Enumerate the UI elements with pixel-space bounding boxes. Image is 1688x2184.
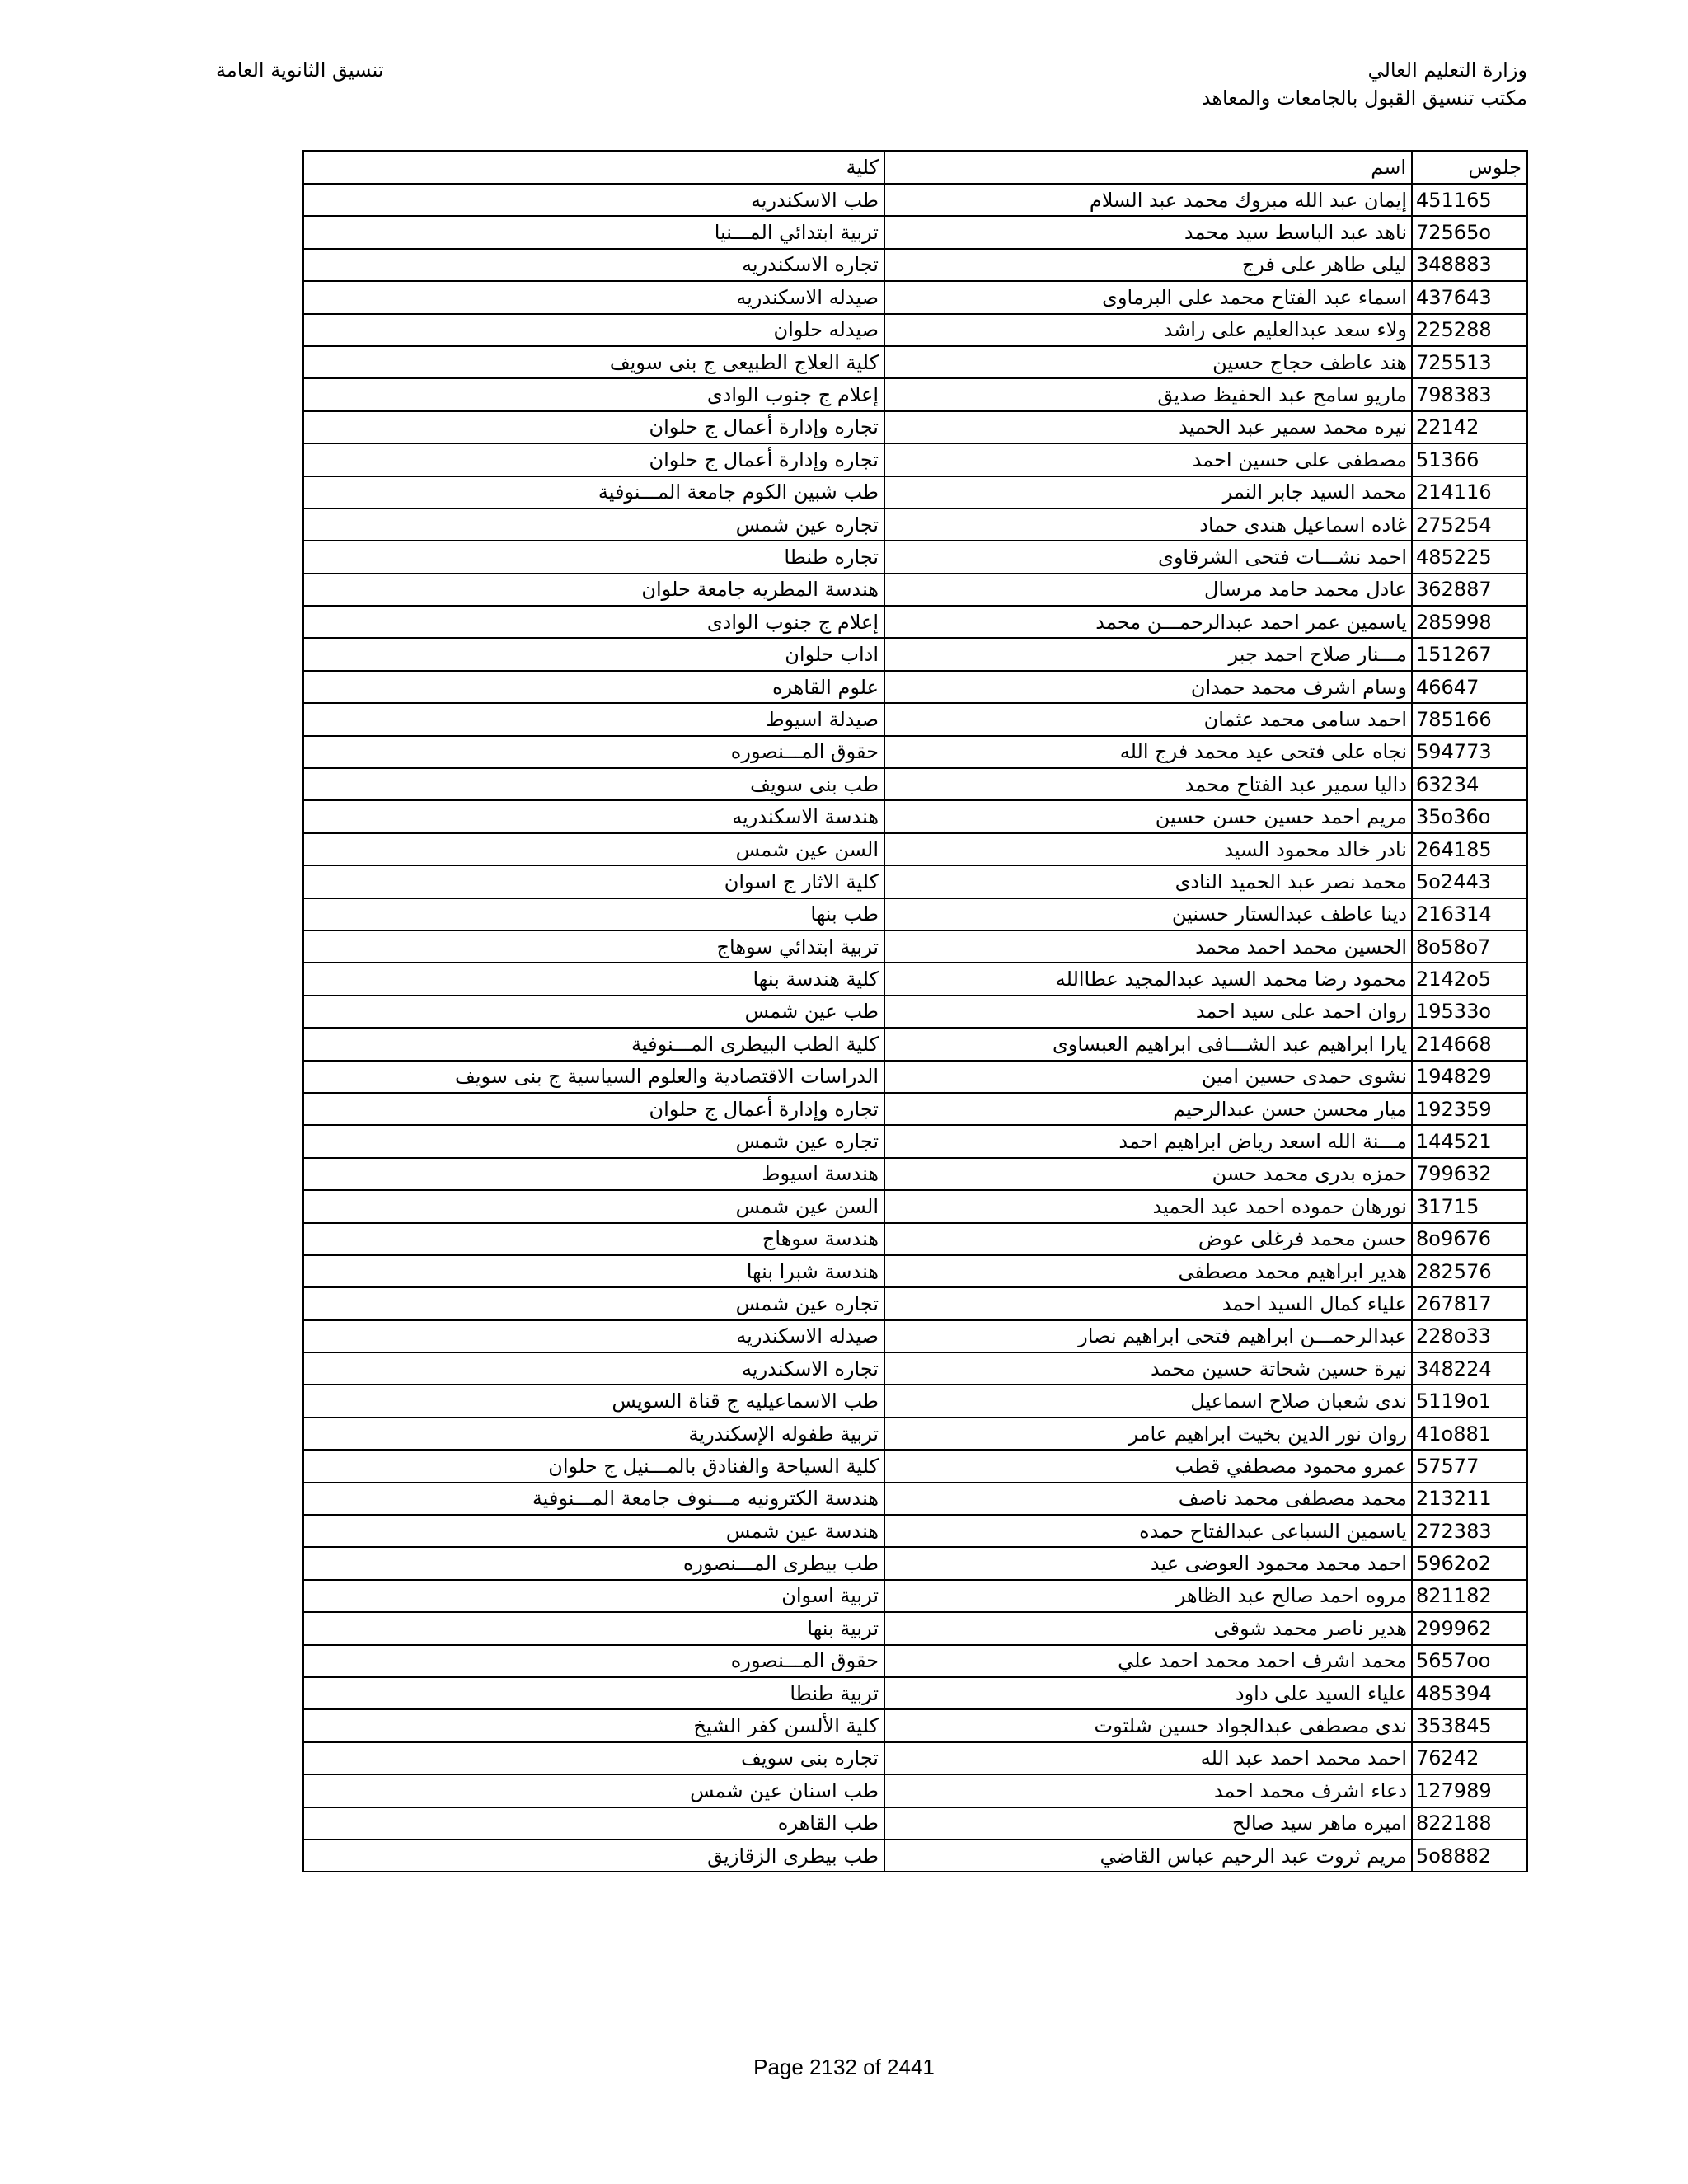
table-row [303, 314, 1527, 346]
college-cell: إعلام ج جنوب الوادى [303, 606, 884, 638]
college-cell: صيدله الاسكندريه [303, 1320, 884, 1352]
name-cell: دينا عاطف عبدالستار حسنين [884, 898, 1412, 930]
seat-cell: 225288 [1412, 314, 1527, 346]
table-row [303, 768, 1527, 800]
name-cell: حمزه بدرى محمد حسن [884, 1158, 1412, 1190]
seat-cell: 353845 [1412, 1709, 1527, 1741]
table-row [303, 1645, 1527, 1677]
table-row [303, 1061, 1527, 1093]
table-row [303, 1483, 1527, 1515]
seat-cell: 2142o5 [1412, 963, 1527, 995]
college-cell: تجاره الاسكندريه [303, 1352, 884, 1385]
college-cell: طب شبين الكوم جامعة المـــنوفية [303, 476, 884, 509]
seat-cell: 485225 [1412, 541, 1527, 573]
table-row [303, 1093, 1527, 1125]
seat-cell: 799632 [1412, 1158, 1527, 1190]
seat-cell: 213211 [1412, 1483, 1527, 1515]
table-row [303, 1742, 1527, 1774]
ministry-name: وزارة التعليم العالي [1367, 59, 1527, 82]
name-cell: إيمان عبد الله مبروك محمد عبد السلام [884, 184, 1412, 216]
name-cell: هدير ناصر محمد شوقى [884, 1612, 1412, 1644]
name-cell: عادل محمد حامد مرسال [884, 574, 1412, 606]
name-cell: علياء السيد على داود [884, 1677, 1412, 1709]
college-cell: هندسة الاسكندريه [303, 800, 884, 832]
column-header-seat: جلوس [1412, 151, 1527, 184]
name-cell: ماريو سامح عبد الحفيظ صديق [884, 378, 1412, 410]
column-header-name: اسم [884, 151, 1412, 184]
office-name: مكتب تنسيق القبول بالجامعات والمعاهد [1201, 87, 1527, 110]
seat-cell: 151267 [1412, 638, 1527, 670]
table-row [303, 1287, 1527, 1319]
name-cell: احمد محمد محمود العوضى عيد [884, 1547, 1412, 1579]
seat-cell: 41o881 [1412, 1418, 1527, 1450]
college-cell: كلية السياحة والفنادق بالمـــنيل ج حلوان [303, 1450, 884, 1482]
seat-cell: 35o36o [1412, 800, 1527, 832]
seat-cell: 348224 [1412, 1352, 1527, 1385]
college-cell: طب اسنان عين شمس [303, 1774, 884, 1807]
table-row [303, 736, 1527, 768]
seat-cell: 63234 [1412, 768, 1527, 800]
seat-cell: 285998 [1412, 606, 1527, 638]
name-cell: اسماء عبد الفتاح محمد على البرماوى [884, 281, 1412, 313]
college-cell: تربية طفوله الإسكندرية [303, 1418, 884, 1450]
college-cell: كلية الطب البيطرى المـــنوفية [303, 1028, 884, 1060]
college-cell: تجاره عين شمس [303, 1287, 884, 1319]
seat-cell: 19533o [1412, 996, 1527, 1028]
name-cell: احمد محمد احمد عبد الله [884, 1742, 1412, 1774]
seat-cell: 46647 [1412, 671, 1527, 703]
name-cell: ياسمين عمر احمد عبدالرحمـــن محمد [884, 606, 1412, 638]
name-cell: محمود رضا محمد السيد عبدالمجيد عطاالله [884, 963, 1412, 995]
name-cell: مـــنار صلاح احمد جبر [884, 638, 1412, 670]
college-cell: تجاره طنطا [303, 541, 884, 573]
table-row [303, 1547, 1527, 1579]
college-cell: تجاره وإدارة أعمال ج حلوان [303, 1093, 884, 1125]
table-row [303, 1223, 1527, 1255]
name-cell: محمد مصطفى محمد ناصف [884, 1483, 1412, 1515]
seat-cell: 214116 [1412, 476, 1527, 509]
college-cell: الدراسات الاقتصادية والعلوم السياسية ج بنى سويف [303, 1061, 884, 1093]
college-cell: تربية بنها [303, 1612, 884, 1644]
table-row [303, 1385, 1527, 1417]
college-cell: طب بنى سويف [303, 768, 884, 800]
college-cell: صيدله حلوان [303, 314, 884, 346]
table-row [303, 249, 1527, 281]
table-row [303, 1840, 1527, 1872]
table-row [303, 1709, 1527, 1741]
college-cell: اداب حلوان [303, 638, 884, 670]
college-cell: طب بيطرى المـــنصوره [303, 1547, 884, 1579]
name-cell: ناهد عبد الباسط سيد محمد [884, 216, 1412, 248]
seat-cell: 72565o [1412, 216, 1527, 248]
name-cell: دعاء اشرف محمد احمد [884, 1774, 1412, 1807]
table-row [303, 606, 1527, 638]
seat-cell: 57577 [1412, 1450, 1527, 1482]
name-cell: مريم ثروت عبد الرحيم عباس القاضي [884, 1840, 1412, 1872]
seat-cell: 5o8882 [1412, 1840, 1527, 1872]
seat-cell: 5657oo [1412, 1645, 1527, 1677]
name-cell: روان نور الدين بخيت ابراهيم عامر [884, 1418, 1412, 1450]
seat-cell: 437643 [1412, 281, 1527, 313]
name-cell: نشوى حمدى حسين امين [884, 1061, 1412, 1093]
name-cell: مـــنة الله اسعد رياض ابراهيم احمد [884, 1125, 1412, 1157]
college-cell: طب القاهره [303, 1807, 884, 1840]
table-row [303, 833, 1527, 865]
seat-cell: 228o33 [1412, 1320, 1527, 1352]
name-cell: مروه احمد صالح عبد الظاهر [884, 1580, 1412, 1612]
college-cell: هندسة الكترونيه مـــنوف جامعة المـــنوفية [303, 1483, 884, 1515]
name-cell: ندى مصطفى عبدالجواد حسين شلتوت [884, 1709, 1412, 1741]
seat-cell: 127989 [1412, 1774, 1527, 1807]
seat-cell: 144521 [1412, 1125, 1527, 1157]
college-cell: هندسة سوهاج [303, 1223, 884, 1255]
college-cell: طب الاسماعيليه ج قناة السويس [303, 1385, 884, 1417]
seat-cell: 821182 [1412, 1580, 1527, 1612]
table-row [303, 1352, 1527, 1385]
name-cell: وسام اشرف محمد حمدان [884, 671, 1412, 703]
college-cell: صيدلة اسيوط [303, 703, 884, 735]
seat-cell: 51366 [1412, 443, 1527, 476]
name-cell: ليلى طاهر على فرج [884, 249, 1412, 281]
seat-cell: 725513 [1412, 346, 1527, 378]
name-cell: داليا سمير عبد الفتاح محمد [884, 768, 1412, 800]
college-cell: تربية اسوان [303, 1580, 884, 1612]
college-cell: إعلام ج جنوب الوادى [303, 378, 884, 410]
table-row [303, 1418, 1527, 1450]
name-cell: محمد نصر عبد الحميد النادى [884, 865, 1412, 898]
page-number: Page 2132 of 2441 [753, 2055, 935, 2079]
seat-cell: 214668 [1412, 1028, 1527, 1060]
name-cell: هند عاطف حجاج حسين [884, 346, 1412, 378]
seat-cell: 8o58o7 [1412, 930, 1527, 963]
college-cell: كلية الألسن كفر الشيخ [303, 1709, 884, 1741]
column-header-college: كلية [303, 151, 884, 184]
table-row [303, 1450, 1527, 1482]
name-cell: ميار محسن حسن عبدالرحيم [884, 1093, 1412, 1125]
seat-cell: 485394 [1412, 1677, 1527, 1709]
college-cell: هندسة المطريه جامعة حلوان [303, 574, 884, 606]
name-cell: علياء كمال السيد احمد [884, 1287, 1412, 1319]
name-cell: عمرو محمود مصطفي قطب [884, 1450, 1412, 1482]
seat-cell: 362887 [1412, 574, 1527, 606]
seat-cell: 216314 [1412, 898, 1527, 930]
name-cell: نيره محمد سمير عبد الحميد [884, 411, 1412, 443]
name-cell: يارا ابراهيم عبد الشـــافى ابراهيم العبساوى [884, 1028, 1412, 1060]
seat-cell: 275254 [1412, 509, 1527, 541]
college-cell: تجاره وإدارة أعمال ج حلوان [303, 443, 884, 476]
college-cell: تربية طنطا [303, 1677, 884, 1709]
college-cell: كلية العلاج الطبيعى ج بنى سويف [303, 346, 884, 378]
seat-cell: 264185 [1412, 833, 1527, 865]
college-cell: طب بيطرى الزقازيق [303, 1840, 884, 1872]
seat-cell: 267817 [1412, 1287, 1527, 1319]
table-row [303, 898, 1527, 930]
table-row [303, 1774, 1527, 1807]
table-row [303, 1028, 1527, 1060]
table-row [303, 184, 1527, 216]
table-row [303, 1125, 1527, 1157]
college-cell: السن عين شمس [303, 1190, 884, 1222]
name-cell: ندى شعبان صلاح اسماعيل [884, 1385, 1412, 1417]
table-row [303, 1255, 1527, 1287]
name-cell: ياسمين السباعى عبدالفتاح حمده [884, 1515, 1412, 1547]
table-row [303, 1158, 1527, 1190]
seat-cell: 5962o2 [1412, 1547, 1527, 1579]
table-row [303, 1320, 1527, 1352]
college-cell: كلية هندسة بنها [303, 963, 884, 995]
table-row [303, 574, 1527, 606]
table-row [303, 281, 1527, 313]
seat-cell: 5119o1 [1412, 1385, 1527, 1417]
seat-cell: 282576 [1412, 1255, 1527, 1287]
table-row [303, 476, 1527, 509]
name-cell: نيرة حسين شحاتة حسين محمد [884, 1352, 1412, 1385]
table-row [303, 378, 1527, 410]
name-cell: اميره ماهر سيد صالح [884, 1807, 1412, 1840]
college-cell: تجاره الاسكندريه [303, 249, 884, 281]
table-row [303, 1515, 1527, 1547]
name-cell: ولاء سعد عبدالعليم على راشد [884, 314, 1412, 346]
table-row [303, 346, 1527, 378]
seat-cell: 192359 [1412, 1093, 1527, 1125]
seat-cell: 451165 [1412, 184, 1527, 216]
seat-cell: 798383 [1412, 378, 1527, 410]
name-cell: نادر خالد محمود السيد [884, 833, 1412, 865]
seat-cell: 348883 [1412, 249, 1527, 281]
table-row [303, 509, 1527, 541]
name-cell: مصطفى على حسين احمد [884, 443, 1412, 476]
college-cell: حقوق المـــنصوره [303, 736, 884, 768]
seat-cell: 8o9676 [1412, 1223, 1527, 1255]
table-row [303, 216, 1527, 248]
college-cell: حقوق المـــنصوره [303, 1645, 884, 1677]
seat-cell: 22142 [1412, 411, 1527, 443]
name-cell: محمد اشرف احمد محمد احمد علي [884, 1645, 1412, 1677]
table-body [303, 184, 1527, 1872]
college-cell: تربية ابتدائي سوهاج [303, 930, 884, 963]
college-cell: صيدله الاسكندريه [303, 281, 884, 313]
college-cell: علوم القاهره [303, 671, 884, 703]
college-cell: طب بنها [303, 898, 884, 930]
seat-cell: 299962 [1412, 1612, 1527, 1644]
admissions-table [302, 150, 1528, 1872]
table-row [303, 1807, 1527, 1840]
seat-cell: 822188 [1412, 1807, 1527, 1840]
name-cell: الحسين محمد احمد محمد [884, 930, 1412, 963]
college-cell: تجاره عين شمس [303, 509, 884, 541]
name-cell: مريم احمد حسين حسن حسين [884, 800, 1412, 832]
college-cell: طب الاسكندريه [303, 184, 884, 216]
seat-cell: 272383 [1412, 1515, 1527, 1547]
table-row [303, 963, 1527, 995]
college-cell: كلية الاثار ج اسوان [303, 865, 884, 898]
name-cell: هدير ابراهيم محمد مصطفى [884, 1255, 1412, 1287]
table-row [303, 411, 1527, 443]
table-row [303, 1677, 1527, 1709]
college-cell: هندسة اسيوط [303, 1158, 884, 1190]
college-cell: تربية ابتدائي المـــنيا [303, 216, 884, 248]
name-cell: روان احمد على سيد احمد [884, 996, 1412, 1028]
table-row [303, 930, 1527, 963]
table-row [303, 865, 1527, 898]
college-cell: تجاره عين شمس [303, 1125, 884, 1157]
table-row [303, 443, 1527, 476]
name-cell: غاده اسماعيل هندى حماد [884, 509, 1412, 541]
table-row [303, 638, 1527, 670]
table-row [303, 996, 1527, 1028]
seat-cell: 785166 [1412, 703, 1527, 735]
seat-cell: 594773 [1412, 736, 1527, 768]
table-row [303, 541, 1527, 573]
name-cell: نورهان حموده احمد عبد الحميد [884, 1190, 1412, 1222]
college-cell: تجاره وإدارة أعمال ج حلوان [303, 411, 884, 443]
name-cell: حسن محمد فرغلى عوض [884, 1223, 1412, 1255]
table-row [303, 1190, 1527, 1222]
college-cell: هندسة شبرا بنها [303, 1255, 884, 1287]
header-title: تنسيق الثانوية العامة [216, 59, 384, 82]
name-cell: نجاه على فتحى عيد محمد فرج الله [884, 736, 1412, 768]
table-row [303, 703, 1527, 735]
table-header-row [303, 151, 1527, 184]
college-cell: طب عين شمس [303, 996, 884, 1028]
college-cell: السن عين شمس [303, 833, 884, 865]
college-cell: هندسة عين شمس [303, 1515, 884, 1547]
name-cell: عبدالرحمـــن ابراهيم فتحى ابراهيم نصار [884, 1320, 1412, 1352]
seat-cell: 76242 [1412, 1742, 1527, 1774]
seat-cell: 194829 [1412, 1061, 1527, 1093]
seat-cell: 31715 [1412, 1190, 1527, 1222]
table-row [303, 1580, 1527, 1612]
name-cell: احمد نشـــات فتحى الشرقاوى [884, 541, 1412, 573]
name-cell: محمد السيد جابر النمر [884, 476, 1412, 509]
table-row [303, 671, 1527, 703]
college-cell: تجاره بنى سويف [303, 1742, 884, 1774]
header-ministry-block [1202, 56, 1527, 112]
seat-cell: 5o2443 [1412, 865, 1527, 898]
name-cell: احمد سامى محمد عثمان [884, 703, 1412, 735]
table-row [303, 1612, 1527, 1644]
table-row [303, 800, 1527, 832]
